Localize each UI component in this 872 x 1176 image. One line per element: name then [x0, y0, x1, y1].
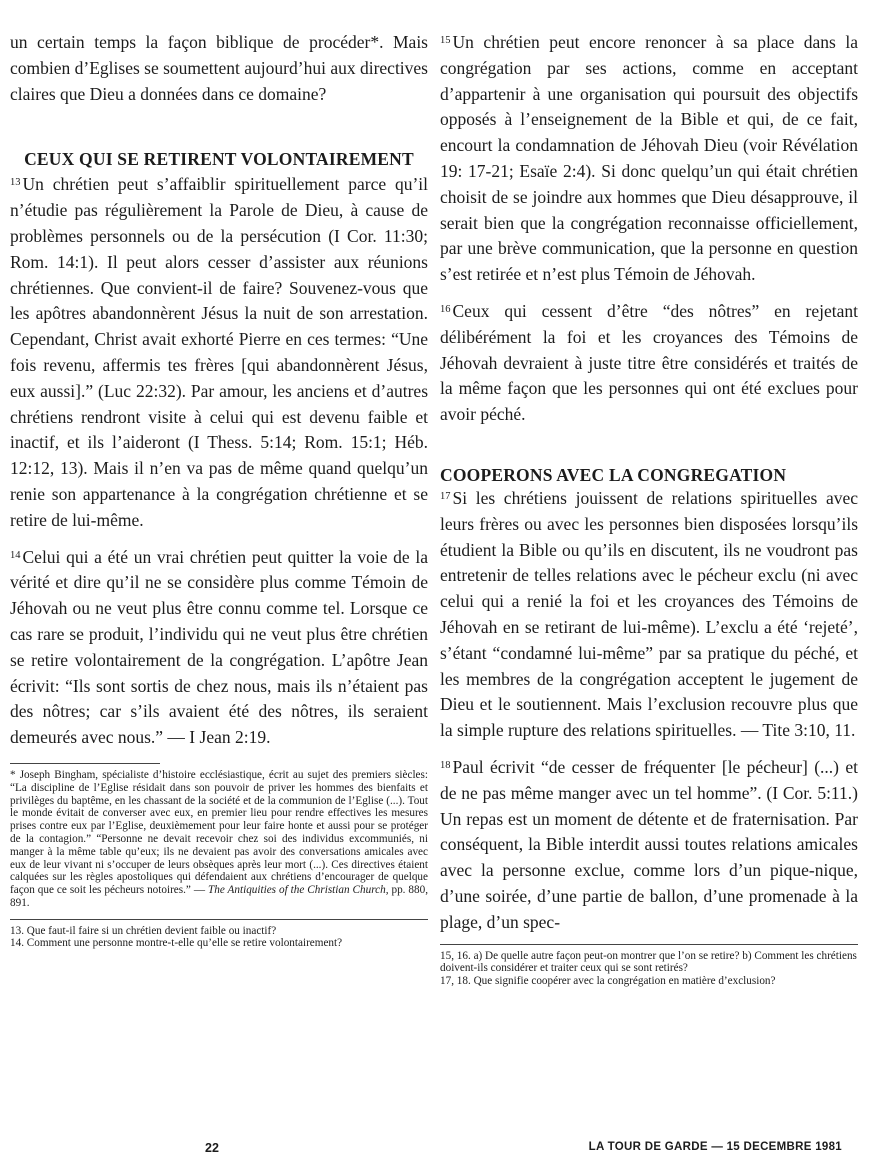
page-number: 22	[205, 1141, 219, 1155]
footnote	[10, 769, 428, 910]
paragraph-number: 16	[440, 303, 451, 315]
paragraph-text: Un chrétien peut encore renoncer à sa place dans la congrégation par ses actions, comme en acceptant d’appartenir à une organisation qui poursuit des objectifs opposés à l’enseignement de la Bible et qui, de ce fait, encourt la condamnation de Jéhovah Dieu (voir Révélation 19: 17-21; Esaïe 2:4). Si donc quelqu’un qui était chrétien choisit de se joindre aux hommes que Dieu désapprouve, il serait bien que la congrégation reconnaisse officiellement, par une brève communication, que la personne en question s’est retirée et n’est plus Témoin de Jéhovah.	[440, 32, 858, 285]
left-column	[10, 30, 428, 950]
paragraph-18	[440, 755, 858, 936]
footnote-pages: pp. 880, 891.	[10, 884, 428, 909]
paragraph-13	[10, 172, 428, 533]
paragraph-number: 14	[10, 549, 21, 561]
paragraph-number: 13	[10, 177, 21, 189]
paragraph-15	[440, 30, 858, 288]
study-question-14: 14. Comment une personne montre-t-elle qu’elle se retire volontairement?	[10, 937, 343, 950]
opening-paragraph: un certain temps la façon biblique de procéder*. Mais combien d’Eglises se soumettent aujourd’hui aux directives claires que Dieu a données dans ce domaine?	[10, 32, 428, 104]
study-question-17-18: 17, 18. Que signifie coopérer avec la congrégation en matière d’exclusion?	[440, 975, 776, 988]
paragraph-number: 15	[440, 35, 451, 46]
footnote-text: * Joseph Bingham, spécialiste d’histoire ecclésiastique, écrit au sujet des premiers siècles: “La discipline de l’Eglise résidait dans son pouvoir de priver les hommes des bienfaits et privilèges du baptême, en les chassant de la société et de la communion de l’Eglise (...). Tout le monde évitait de converser avec eux, en premier lieu pour rendre effectives les mesures prises contre eux par l’Eglise, deuxièmement pour leur faire honte et aussi pour se protéger de la contagion.” “Personne ne devait recevoir chez soi des individus excommuniés, ni manger à la même table qu’eux; ils ne devaient pas avoir des conversations amicales avec eux de leur vivant ni s’occuper de leurs obsèques après leur mort (...). Ces directives étaient calquées sur les règles apostoliques qui défendaient aux chrétiens d’encourager de quelque façon que ce soit les pécheurs notoires.” —	[10, 768, 428, 897]
section-heading-withdrawal: CEUX QUI SE RETIRENT VOLONTAIREMENT	[24, 149, 414, 170]
paragraph-text: Un chrétien peut s’affaiblir spirituellement parce qu’il n’étudie pas régulièrement la Parole de Dieu, à cause de problèmes personnels ou de la persécution (I Cor. 11:30; Rom. 14:1). Il peut alors cesser d’assister aux réunions chrétiennes. Que convient-il de faire? Souvenez-vous que les apôtres abandonnèrent Jésus la nuit de son arrestation. Cependant, Christ avait exhorté Pierre en ces termes: “Une fois revenu, affermis tes frères [qui abandonnèrent Jésus, eux aussi].” (Luc 22:32). Par amour, les anciens et d’autres chrétiens rendront visite à celui qui est devenu faible et inactif, et ils l’aideront (I Thess. 5:14; Rom. 15:1; Héb. 12:12, 13). Mais il n’en va pas de même quand quelqu’un renie son appartenance à la congrégation chrétienne et se retire de lui-même.	[10, 174, 428, 530]
paragraph-text: Paul écrivit “de cesser de fréquenter [le pécheur] (...) et de ne pas même manger avec un tel homme”. (I Cor. 5:11.) Un repas est un moment de détente et de fraternisation. Par conséquent, la Bible interdit aussi toutes relations amicales avec la personne exclue, comme lors d’un pique-nique, d’une soirée, d’une partie de ballon, d’une promenade à la plage, d’un spec-	[440, 756, 858, 932]
paragraph-text: Si les chrétiens jouissent de relations spirituelles avec leurs frères ou avec les personnes bien disposées lorsqu’ils étudient la Bible ou qu’ils en discutent, ils ne voudront pas entretenir de telles relations avec le pécheur exclu (ni avec celui qui a renié la foi et les croyances des Témoins de Jéhovah en se retirant de lui-même). L’exclu a été ‘rejeté’, s’étant “condamné lui-même” par sa pratique du péché, et les membres de la congrégation acceptent le jugement de Dieu et le soutiennent. Mais l’exclusion recouvre plus que la simple rupture des relations spirituelles. — Tite 3:10, 11.	[440, 487, 858, 741]
paragraph-17	[440, 486, 858, 744]
footnote-rule	[10, 763, 160, 764]
study-question-15-16: 15, 16. a) De quelle autre façon peut-on montrer que l’on se retire? b) Comment les chrétiens doivent-ils considérer et traiter ceux qui se sont retirés?	[440, 949, 857, 975]
study-question-13: 13. Que faut-il faire si un chrétien devient faible ou inactif?	[10, 924, 277, 937]
right-column	[440, 30, 858, 988]
running-footer: LA TOUR DE GARDE — 15 DECEMBRE 1981	[588, 1141, 842, 1153]
section-heading-cooperate: COOPERONS AVEC LA CONGREGATION	[440, 464, 787, 485]
paragraph-text: Ceux qui cessent d’être “des nôtres” en rejetant délibérément la foi et les croyances des Témoins de Jéhovah devraient à juste titre être considérés et traités de la même façon que les personnes qui ont été exclues pour avoir péché.	[440, 300, 858, 425]
paragraph-text: Celui qui a été un vrai chrétien peut quitter la voie de la vérité et dire qu’il ne se considère plus comme Témoin de Jéhovah ou ne veut plus être connu comme tel. Lorsque ce cas rare se produit, l’individu qui ne veut plus être chrétien se retire volontairement de la congrégation. L’apôtre Jean écrivit: “Ils sont sortis de chez nous, mais ils n’étaient pas des nôtres; car s’ils avaient été des nôtres, ils seraient demeurés avec nous.” — I Jean 2:19.	[10, 546, 428, 748]
footnote-source: The Antiquities of the Christian Church,	[208, 884, 389, 897]
paragraph-number: 17	[440, 490, 451, 502]
paragraph-16	[440, 299, 858, 428]
paragraph-14	[10, 545, 428, 751]
paragraph-number: 18	[440, 759, 451, 771]
